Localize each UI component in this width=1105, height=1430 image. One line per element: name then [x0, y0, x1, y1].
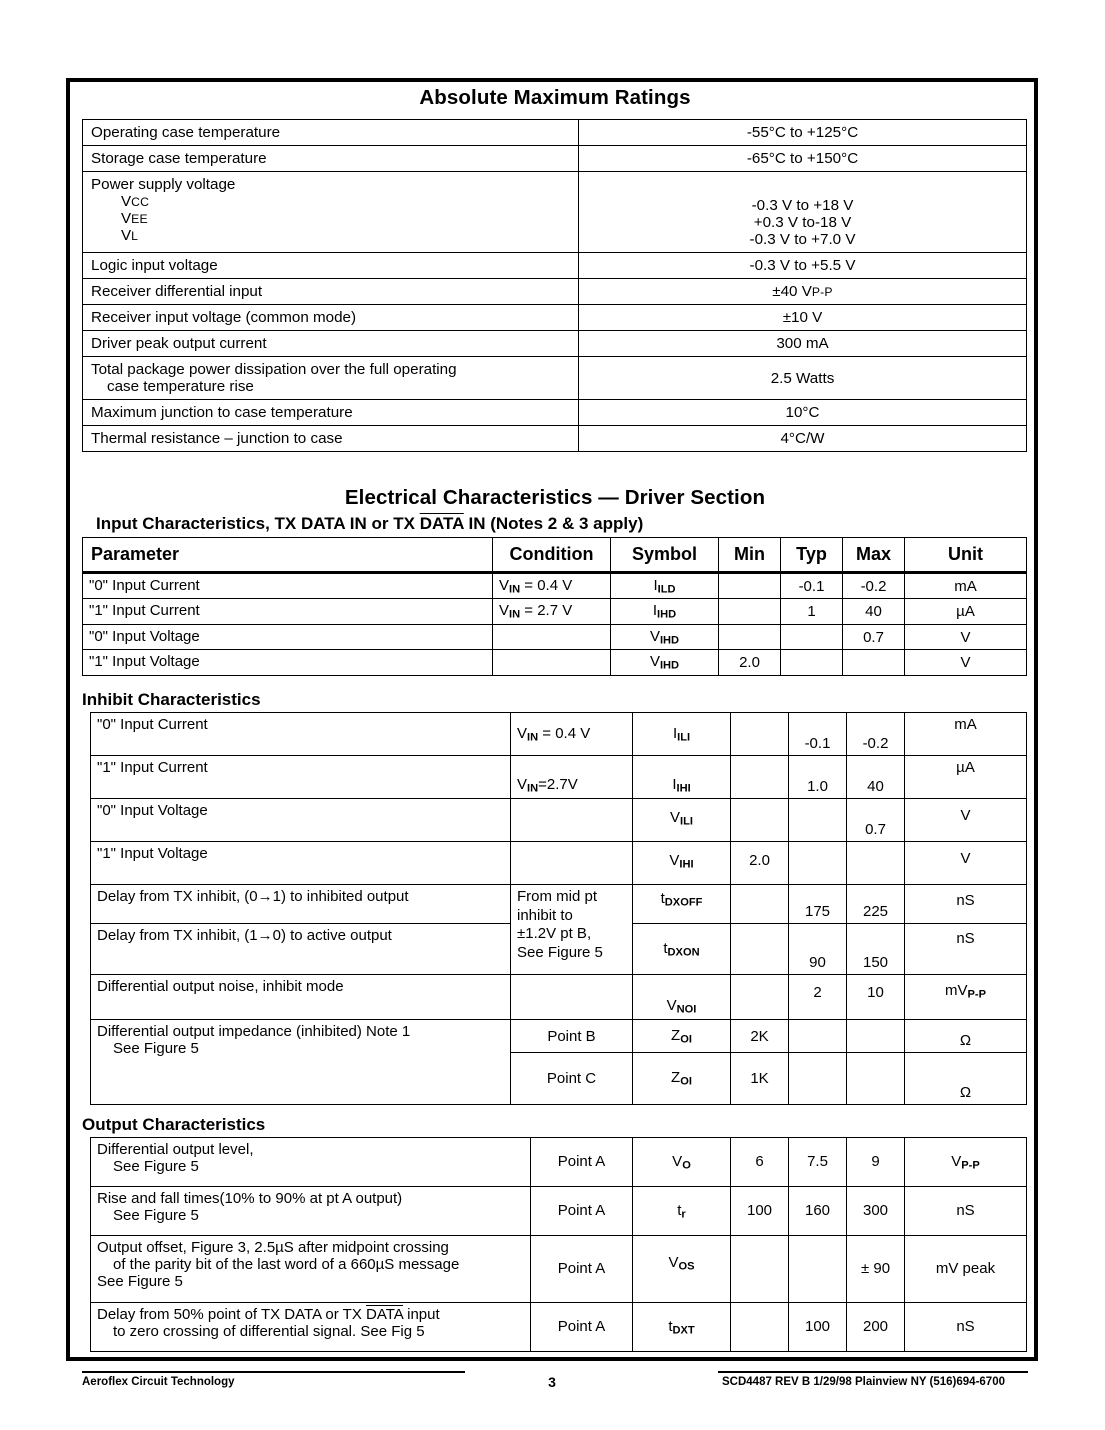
amr-value: ±40 VP-P [579, 279, 1027, 305]
amr-value: 4°C/W [579, 426, 1027, 452]
table-row [83, 650, 1027, 675]
inhibit-characteristics-title: Inhibit Characteristics [82, 689, 261, 709]
col-header-typ: Typ [781, 538, 843, 573]
row-max: 225 [847, 884, 905, 923]
row-unit: mA [905, 712, 1027, 755]
amr-supply-vee: VEE [121, 210, 148, 227]
row-parameter: "0" Input Voltage [91, 798, 511, 841]
amr-value: 300 mA [579, 331, 1027, 357]
table-row [83, 120, 1027, 146]
amr-value: 2.5 Watts [579, 357, 1027, 400]
row-max [847, 1053, 905, 1104]
amr-param-label: Power supply voltage [91, 176, 236, 193]
row-condition-span [511, 884, 633, 974]
amr-param-line2: case temperature rise [107, 378, 254, 395]
driver-input-characteristics-table [82, 537, 1027, 676]
row-max: 10 [847, 974, 905, 1019]
row-max: ± 90 [847, 1235, 905, 1302]
param-line-2: See Figure 5 [113, 1157, 199, 1175]
row-parameter: Delay from TX inhibit, (0→1) to inhibited output [91, 884, 511, 923]
row-symbol: VIHD [611, 624, 719, 649]
row-min [731, 974, 789, 1019]
row-symbol: VOS [633, 1235, 731, 1302]
row-condition: Point B [511, 1019, 633, 1053]
amr-value-vl: -0.3 V to +7.0 V [749, 231, 856, 248]
row-typ [781, 650, 843, 675]
param-line-1: Rise and fall times(10% to 90% at pt A output) [97, 1189, 403, 1207]
row-unit: nS [905, 884, 1027, 923]
table-row [83, 253, 1027, 279]
row-typ: 160 [789, 1186, 847, 1235]
absolute-maximum-ratings-title: Absolute Maximum Ratings [419, 86, 691, 109]
row-condition: Point C [511, 1053, 633, 1104]
amr-value: -0.3 V to +5.5 V [579, 253, 1027, 279]
table-row [83, 146, 1027, 172]
row-condition [511, 974, 633, 1019]
row-unit: nS [905, 1302, 1027, 1351]
row-parameter [91, 1137, 531, 1186]
row-min: 1K [731, 1053, 789, 1104]
row-condition: Point A [531, 1137, 633, 1186]
table-row [91, 1186, 1027, 1235]
row-symbol: VILI [633, 798, 731, 841]
row-unit: Ω [905, 1053, 1027, 1104]
row-max: 300 [847, 1186, 905, 1235]
row-min [719, 624, 781, 649]
spacer [82, 676, 1028, 690]
row-typ: 175 [789, 884, 847, 923]
row-condition [493, 650, 611, 675]
row-max: 150 [847, 923, 905, 974]
row-max: -0.2 [847, 712, 905, 755]
row-condition: VIN = 0.4 V [493, 573, 611, 599]
table-row [83, 426, 1027, 452]
row-unit: Ω [905, 1019, 1027, 1053]
row-typ: -0.1 [789, 712, 847, 755]
row-symbol: VIHI [633, 841, 731, 884]
col-header-max: Max [843, 538, 905, 573]
cond-line-3: ±1.2V pt B, [517, 925, 592, 943]
row-min: 2.0 [731, 841, 789, 884]
row-typ [789, 1235, 847, 1302]
row-condition [493, 624, 611, 649]
row-typ: -0.1 [781, 573, 843, 599]
row-parameter: Differential output noise, inhibit mode [91, 974, 511, 1019]
row-condition: Point A [531, 1186, 633, 1235]
amr-value-vcc: -0.3 V to +18 V [751, 197, 854, 214]
param-line-3: See Figure 5 [97, 1272, 183, 1290]
row-max: 0.7 [843, 624, 905, 649]
param-line-1: Output offset, Figure 3, 2.5µS after midpoint crossing [97, 1238, 449, 1256]
row-min: 100 [731, 1186, 789, 1235]
row-min [731, 1235, 789, 1302]
col-header-condition: Condition [493, 538, 611, 573]
row-max [847, 1019, 905, 1053]
row-unit: µA [905, 755, 1027, 798]
row-min [731, 923, 789, 974]
row-min [731, 712, 789, 755]
row-condition [511, 841, 633, 884]
table-row [91, 841, 1027, 884]
row-typ [781, 624, 843, 649]
data-overline-label: DATA [366, 1305, 403, 1323]
footer-doc-info: SCD4487 REV B 1/29/98 Plainview NY (516)694-6700 [722, 1376, 1005, 1388]
spacer [82, 1105, 1028, 1115]
row-symbol: IILD [611, 573, 719, 599]
table-row [83, 357, 1027, 400]
row-parameter [91, 1186, 531, 1235]
row-parameter: "1" Input Current [91, 755, 511, 798]
row-parameter: "1" Input Voltage [83, 650, 493, 675]
row-min [731, 755, 789, 798]
row-symbol: tr [633, 1186, 731, 1235]
row-min [719, 573, 781, 599]
footer-left-rule [82, 1371, 465, 1373]
spacer [82, 452, 1028, 486]
row-condition: VIN = 2.7 V [493, 599, 611, 624]
row-unit: mA [905, 573, 1027, 599]
output-characteristics-title: Output Characteristics [82, 1114, 266, 1134]
row-max: 0.7 [847, 798, 905, 841]
row-unit: V [905, 798, 1027, 841]
amr-param: Driver peak output current [83, 331, 579, 357]
row-typ: 1.0 [789, 755, 847, 798]
output-characteristics-table [90, 1137, 1027, 1352]
row-parameter-span [91, 1019, 511, 1104]
row-typ: 1 [781, 599, 843, 624]
table-row [91, 974, 1027, 1019]
row-symbol: VIHD [611, 650, 719, 675]
row-typ [789, 841, 847, 884]
cond-line-1: From mid pt [517, 887, 598, 905]
footer-page-number: 3 [548, 1374, 556, 1390]
row-typ [789, 1019, 847, 1053]
row-unit: V [905, 624, 1027, 649]
row-symbol: ZOI [633, 1053, 731, 1104]
table-row [83, 573, 1027, 599]
amr-param: Thermal resistance – junction to case [83, 426, 579, 452]
row-condition [511, 798, 633, 841]
table-row [91, 1302, 1027, 1351]
table-row [91, 712, 1027, 755]
amr-param: Maximum junction to case temperature [83, 400, 579, 426]
row-condition: VIN = 0.4 V [511, 712, 633, 755]
param-line-1: Differential output impedance (inhibited) Note 1 [97, 1022, 411, 1040]
row-min [731, 798, 789, 841]
amr-supply-vl: VL [121, 227, 139, 244]
amr-param-dissipation [83, 357, 579, 400]
row-typ: 100 [789, 1302, 847, 1351]
row-max [847, 841, 905, 884]
param-line-2: of the parity bit of the last word of a 660µS message [113, 1255, 460, 1273]
table-row [83, 400, 1027, 426]
row-min [731, 884, 789, 923]
input-characteristics-title: Input Characteristics, TX DATA IN or TX DATA IN (Notes 2 & 3 apply) [96, 514, 644, 533]
row-typ [789, 1053, 847, 1104]
row-typ: 7.5 [789, 1137, 847, 1186]
amr-value: 10°C [579, 400, 1027, 426]
param-line-1: Differential output level, [97, 1140, 254, 1158]
row-max: 40 [847, 755, 905, 798]
row-unit: V [905, 841, 1027, 884]
row-unit: µA [905, 599, 1027, 624]
row-max: 9 [847, 1137, 905, 1186]
data-overline-label: DATA [419, 514, 464, 533]
param-line-2: See Figure 5 [113, 1039, 199, 1057]
row-symbol: tDXOFF [633, 884, 731, 923]
amr-param: Receiver differential input [83, 279, 579, 305]
row-symbol: VO [633, 1137, 731, 1186]
row-unit: nS [905, 1186, 1027, 1235]
amr-param: Receiver input voltage (common mode) [83, 305, 579, 331]
row-unit: V [905, 650, 1027, 675]
param-line-2: to zero crossing of differential signal. See Fig 5 [113, 1322, 425, 1340]
table-row [91, 1235, 1027, 1302]
row-symbol: tDXT [633, 1302, 731, 1351]
table-row [91, 798, 1027, 841]
row-condition: Point A [531, 1235, 633, 1302]
row-parameter: Delay from TX inhibit, (1→0) to active output [91, 923, 511, 974]
row-unit: VP-P [905, 1137, 1027, 1186]
table-row [91, 755, 1027, 798]
amr-supply-vcc: VCC [121, 193, 150, 210]
amr-param: Logic input voltage [83, 253, 579, 279]
table-row [83, 331, 1027, 357]
param-line-1: Delay from 50% point of TX DATA or TX DATA input [97, 1305, 440, 1323]
page-content [82, 86, 1028, 1352]
col-header-unit: Unit [905, 538, 1027, 573]
row-unit: nS [905, 923, 1027, 974]
row-typ: 90 [789, 923, 847, 974]
row-parameter: "0" Input Voltage [83, 624, 493, 649]
footer-right-rule [718, 1371, 1028, 1373]
inhibit-characteristics-table [90, 712, 1027, 1105]
table-row [83, 599, 1027, 624]
row-parameter: "1" Input Voltage [91, 841, 511, 884]
amr-value: -55°C to +125°C [579, 120, 1027, 146]
amr-param-supply [83, 172, 579, 253]
row-symbol: IILI [633, 712, 731, 755]
electrical-characteristics-title: Electrical Characteristics — Driver Section [344, 486, 766, 509]
table-row [83, 172, 1027, 253]
footer-company: Aeroflex Circuit Technology [82, 1376, 235, 1388]
row-unit: mV peak [905, 1235, 1027, 1302]
row-min: 2.0 [719, 650, 781, 675]
row-typ: 2 [789, 974, 847, 1019]
row-condition: VIN=2.7V [511, 755, 633, 798]
amr-value-supply [579, 172, 1027, 253]
amr-value-vee: +0.3 V to-18 V [753, 214, 852, 231]
row-min: 6 [731, 1137, 789, 1186]
row-max: -0.2 [843, 573, 905, 599]
page-footer [82, 1368, 1028, 1408]
amr-value: -65°C to +150°C [579, 146, 1027, 172]
row-max: 200 [847, 1302, 905, 1351]
amr-param: Operating case temperature [83, 120, 579, 146]
row-min: 2K [731, 1019, 789, 1053]
row-symbol: IIHD [611, 599, 719, 624]
row-parameter [91, 1302, 531, 1351]
row-parameter [91, 1235, 531, 1302]
param-line-2: See Figure 5 [113, 1206, 199, 1224]
cond-line-4: See Figure 5 [517, 944, 603, 961]
row-min [719, 599, 781, 624]
row-min [731, 1302, 789, 1351]
row-parameter: "0" Input Current [91, 712, 511, 755]
table-row [83, 305, 1027, 331]
row-max [843, 650, 905, 675]
row-unit: mVP-P [905, 974, 1027, 1019]
row-typ [789, 798, 847, 841]
table-row [91, 1019, 1027, 1053]
col-header-parameter: Parameter [83, 538, 493, 573]
col-header-min: Min [719, 538, 781, 573]
amr-param: Storage case temperature [83, 146, 579, 172]
table-row [83, 279, 1027, 305]
row-symbol: tDXON [633, 923, 731, 974]
table-row [91, 884, 1027, 923]
row-parameter: "0" Input Current [83, 573, 493, 599]
table-header-row [83, 538, 1027, 573]
row-symbol: ZOI [633, 1019, 731, 1053]
row-max: 40 [843, 599, 905, 624]
amr-param-line1: Total package power dissipation over the full operating [91, 361, 457, 378]
absolute-maximum-ratings-table [82, 119, 1027, 452]
row-symbol: VNOI [633, 974, 731, 1019]
row-symbol: IIHI [633, 755, 731, 798]
table-row [83, 624, 1027, 649]
row-parameter: "1" Input Current [83, 599, 493, 624]
amr-value: ±10 V [579, 305, 1027, 331]
table-row [91, 1137, 1027, 1186]
col-header-symbol: Symbol [611, 538, 719, 573]
row-condition: Point A [531, 1302, 633, 1351]
cond-line-2: inhibit to [517, 906, 573, 924]
